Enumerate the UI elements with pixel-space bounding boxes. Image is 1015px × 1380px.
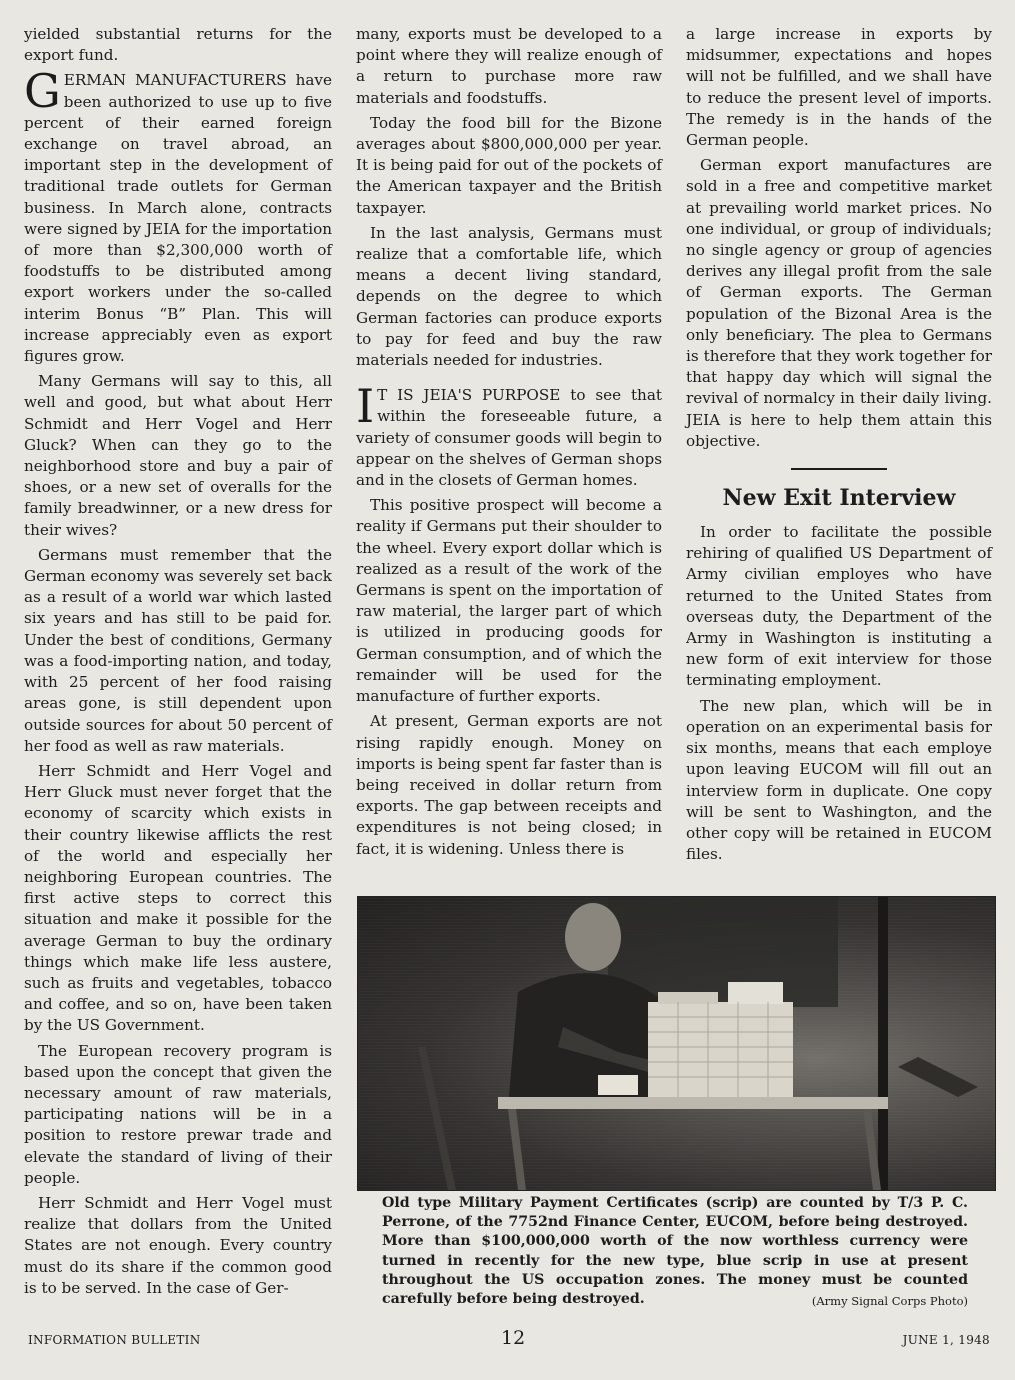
- paragraph: At present, German exports are not rising rapidly enough. Money on imports is being spent far faster than is being received in dollar return from exports. The gap between receipts and expenditures is not being closed; in fact, it is widening. Unless there is: [356, 712, 662, 858]
- section-divider: [791, 468, 887, 470]
- paragraph: Germans must remember that the German economy was severely set back as a result of a world war which lasted six years and has still to be paid for. Under the best of conditions, Germany was a food-importing nation, and today, with 25 percent of her food raising areas gone, is still dependent upon outside sources for about 50 percent of her food as well as raw materials.: [24, 545, 332, 755]
- paragraph: [356, 379, 662, 491]
- paragraph: Many Germans will say to this, all well and good, but what about Herr Schmidt and Herr Vogel and Herr Gluck? When can they go to the neighborhood store and buy a pair of shoes, or a new set of overalls for the family breadwinner, or a new dress for their wives?: [24, 372, 332, 539]
- drop-cap: I: [356, 379, 375, 434]
- paragraph: The European recovery program is based upon the concept that given the necessary amount of raw materials, participating nations will be in a position to restore prewar trade and elevate the standard of living of their people.: [24, 1041, 332, 1187]
- paragraph: German export manufactures are sold in a free and competitive market at prevailing world market prices. No one individual, or group of individuals; no single agency or group of agencies derives any illegal profit from the sale of German exports. The German population of the Bizonal Area is the only beneficiary. The plea to Germans is therefore that they work together for that happy day which will signal the revival of normalcy in their daily living. JEIA is here to help them attain this objective.: [686, 156, 992, 450]
- page-number: 12: [501, 1327, 526, 1349]
- paragraph: yielded substantial returns for the export fund.: [24, 25, 332, 65]
- paragraph-text: ERMAN MANUFACTURERS have been authorized to use up to five percent of their earned foreign exchange on travel abroad, an important step in the development of traditional trade outlets for German business. In March alone, contracts were signed by JEIA for the importation of more than $2,300,000 worth of foodstuffs to be distributed among export workers under the so-called interim Bonus “B” Plan. This will increase appreciably even as export figures grow.: [24, 71, 332, 366]
- paragraph: In the last analysis, Germans must realize that a comfortable life, which means a decent living standard, depends on the degree to which German factories can produce exports to pay for feed and buy the raw materials needed for industries.: [356, 223, 662, 370]
- photo-caption: [382, 1194, 968, 1311]
- paragraph: In order to facilitate the possible rehiring of qualified US Department of Army civilian employes who have returned to the United States from overseas duty, the Department of the Army in Washington is instituting a new form of exit interview for those terminating employment.: [686, 523, 992, 690]
- paragraph: Today the food bill for the Bizone averages about $800,000,000 per year. It is being paid for out of the pockets of the American taxpayer and the British taxpayer.: [356, 113, 662, 217]
- column-2: [356, 24, 662, 864]
- drop-cap: G: [24, 64, 61, 119]
- column-1: [24, 24, 332, 1303]
- paragraph-text: T IS JEIA'S PURPOSE to see that within the foreseeable future, a variety of consumer goods will begin to appear on the shelves of German shops and in the closets of German homes.: [356, 386, 662, 490]
- paragraph: a large increase in exports by midsummer, expectations and hopes will not be fulfilled, and we shall have to reduce the present level of imports. The remedy is in the hands of the German people.: [686, 25, 992, 150]
- photo-credit: (Army Signal Corps Photo): [811, 1294, 968, 1309]
- section-heading: New Exit Interview: [722, 485, 956, 512]
- paragraph: [24, 64, 332, 367]
- paragraph: The new plan, which will be in operation on an experimental basis for six months, means that each employe upon leaving EUCOM will fill out an interview form in duplicate. One copy will be sent to Washington, and the other copy will be retained in EUCOM files.: [686, 696, 992, 864]
- paragraph: many, exports must be developed to a point where they will realize enough of a return to purchase more raw materials and foodstuffs.: [356, 25, 662, 107]
- issue-date: JUNE 1, 1948: [902, 1333, 990, 1347]
- paragraph: This positive prospect will become a reality if Germans put their shoulder to the wheel. Every export dollar which is realized as a result of the work of the Germans is spent on the importation of raw material, the larger part of which is utilized in producing goods for German consumption, and of which the remainder will be used for the manufacture of further exports.: [356, 496, 662, 706]
- caption-text: Old type Military Payment Certificates (scrip) are counted by T/3 P. C. Perrone, of the 7752nd Finance Center, EUCOM, before being destroyed. More than $100,000,000 worth of the now worthless currency were turned in recently for the new type, blue scrip in use at present throughout the US occupation zones. The money must be counted carefully before being destroyed.: [382, 1195, 968, 1308]
- photo-illustration: [358, 897, 995, 1190]
- page-footer: [28, 1327, 990, 1357]
- paragraph: Herr Schmidt and Herr Vogel must realize that dollars from the United States are not enough. Every country must do its share if the common good is to be served. In the case of Ger-: [24, 1193, 332, 1297]
- publication-name: INFORMATION BULLETIN: [28, 1333, 201, 1347]
- paragraph: Herr Schmidt and Herr Vogel and Herr Gluck must never forget that the economy of scarcity which exists in their country likewise afflicts the rest of the world and especially her neighboring European countries. The first active steps to correct this situation and make it possible for the average German to buy the ordinary things which make life less austere, such as fruits and vegetables, tobacco and coffee, and so on, have been taken by the US Government.: [24, 761, 332, 1035]
- photograph: [357, 896, 996, 1191]
- column-3: [686, 24, 992, 869]
